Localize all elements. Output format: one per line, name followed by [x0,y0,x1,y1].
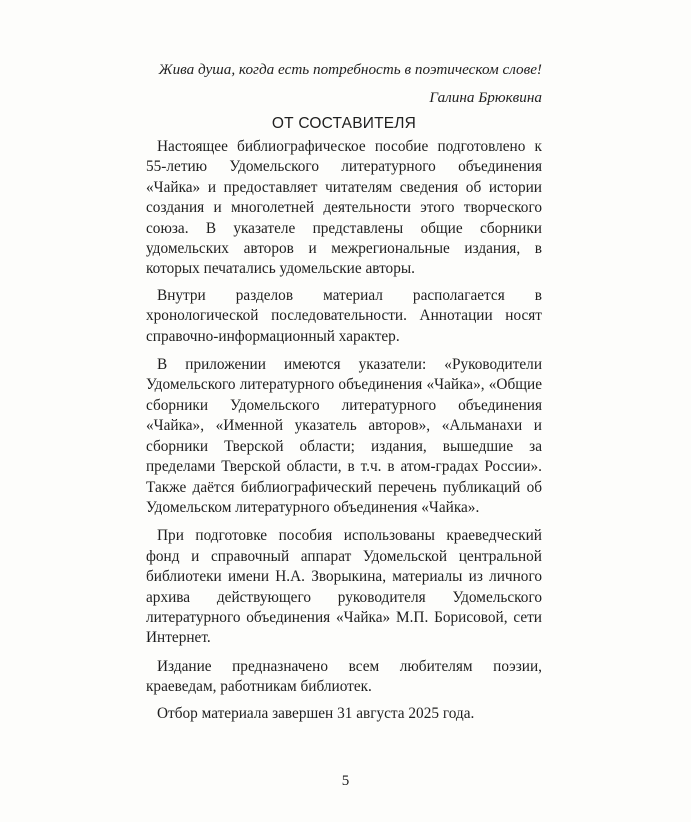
paragraph-intro: Настоящее библиографическое пособие подготовлено к 55-летию Удомельского литературного объединения «Чайка» и предоставляет читателям сведения об истории создания и многолетней деятельности этого творческого союза. В указателе представлены общие сборники удомельских авторов и межрегиональные издания, в которых печатались удомельские авторы. [146,138,542,278]
paragraph-appendix: В приложении имеются указатели: «Руководители Удомельского литературного объединения «Чайка», «Общие сборники Удомельского литературного объединения «Чайка», «Именной указатель авторов», «Альманахи и сборники Тверской области; издания, вышедшие за пределами Тверской области, в т.ч. в атом-градах России». Также даётся библиографический перечень публикаций об Удомельском литературного объединения «Чайка». [146,356,542,516]
paragraph-audience: Издание предназначено всем любителям поэзии, краеведам, работникам библиотек. [146,657,542,696]
paragraph-date: Отбор материала завершен 31 августа 2025 года. [157,704,475,722]
epigraph-author: Галина Брюквина [429,89,542,106]
paragraph-arrangement: Внутри разделов материал располагается в хронологической последовательности. Аннотации носят справочно-информационный характер. [146,286,542,345]
paragraph-sources: При подготовке пособия использованы краеведческий фонд и справочный аппарат Удомельской центральной библиотеки имени Н.А. Зворыкина, материалы из личного архива действующего руководителя Удомельского литературного объединения «Чайка» М.П. Борисовой, сети Интернет. [146,527,542,647]
page-number: 5 [341,773,350,789]
section-heading: ОТ СОСТАВИТЕЛЯ [271,115,417,132]
epigraph-quote: Жива душа, когда есть потребность в поэтическом слове! [158,61,542,78]
page-content [146,60,542,724]
